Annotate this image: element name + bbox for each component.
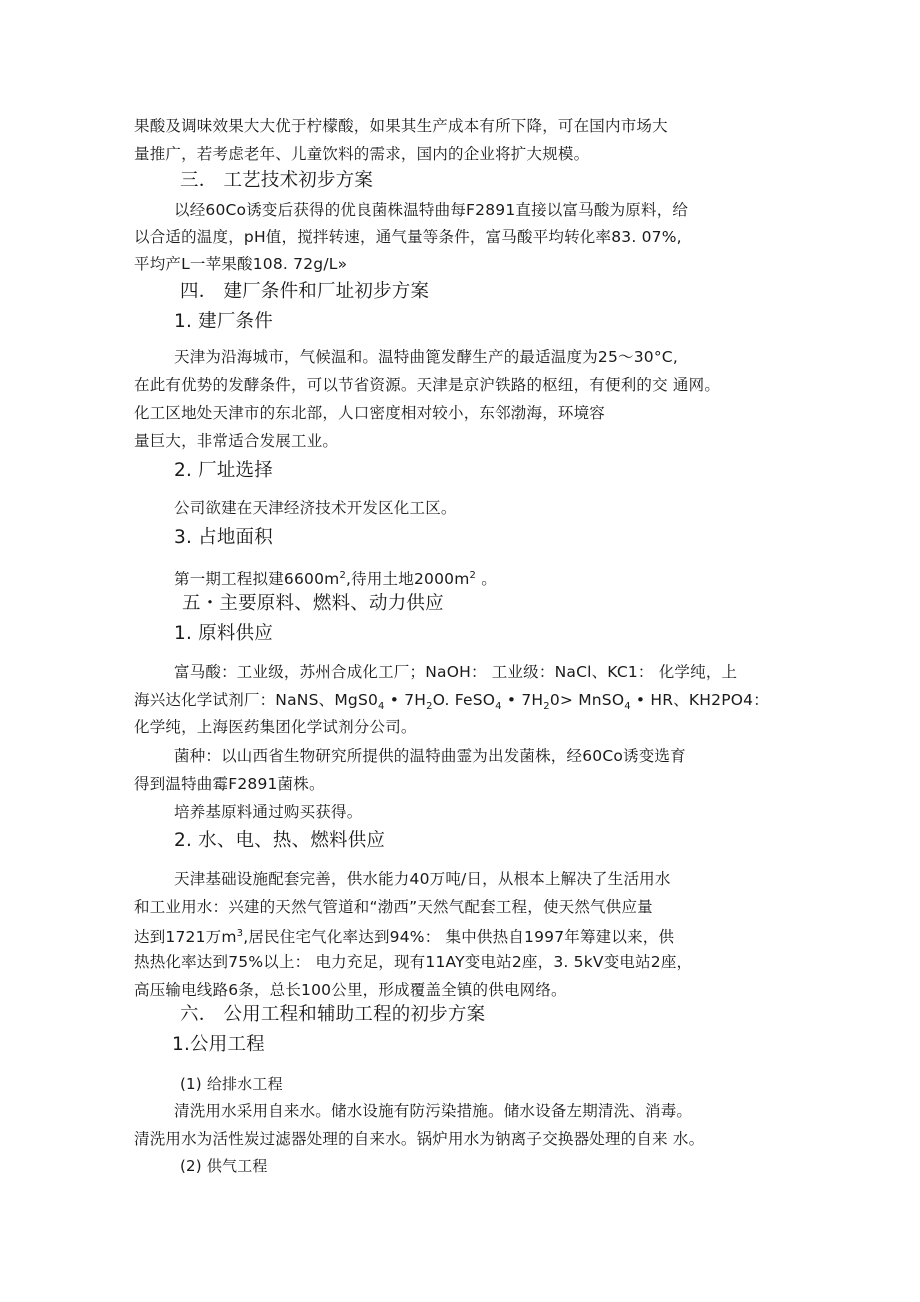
paragraph-line: 高压输电线路6条，总长100公里，形成覆盖全镇的供电网络。 [134,981,567,999]
subscript: 4 [624,701,631,713]
text-run: • HR、KH2PO4： [630,691,769,709]
text-run: • 7H [501,691,544,709]
paragraph-line: 以合适的温度，pH值，搅拌转速，通气量等条件，富马酸平均转化率83. 07%, [134,228,682,246]
paragraph-line: 在此有优势的发酵条件，可以节省资源。天津是京沪铁路的枢纽，有便利的交 通网。 [134,376,721,394]
paragraph-line: 平均产L一苹果酸108. 72g/L» [134,255,348,273]
item-heading: (2) 供气工程 [180,1157,268,1175]
text-run: • 7H [384,691,427,709]
paragraph-line: 热热化率达到75%以上： 电力充足，现有11AY变电站2座，3. 5kV变电站2座， [134,953,693,971]
paragraph-line: 富马酸：工业级，苏州合成化工厂；NaOH： 工业级：NaCl、KC1： 化学纯，上 [174,663,738,681]
superscript: 2 [339,570,347,581]
subscript: 2 [426,701,433,713]
paragraph-line [174,565,497,590]
text-run: 。 [476,570,497,589]
paragraph-line: 清洗用水采用自来水。储水设施有防污染措施。储水设备左期清洗、消毒。 [174,1102,693,1120]
subscript: 2 [543,701,550,713]
text-run: O. FeSO [432,691,496,709]
section-heading: 六． 公用工程和辅助工程的初步方案 [180,1004,486,1025]
paragraph-line: 清洗用水为活性炭过滤器处理的自来水。锅炉用水为钠离子交换器处理的自来 水。 [134,1130,705,1148]
paragraph-line: 天津为沿海城市，气候温和。温特曲篦发酵生产的最适温度为25～30°C, [174,348,678,366]
section-heading: 五・主要原料、燃料、动力供应 [182,593,444,614]
subsection-heading: 2. 水、电、热、燃料供应 [174,830,386,851]
paragraph-line: 化工区地处天津市的东北部，人口密度相对较小，东邻渤海，环境容 [134,404,606,422]
paragraph-line: 得到温特曲霉F2891菌株。 [134,775,325,793]
item-heading: (1) 给排水工程 [180,1075,283,1093]
paragraph-line: 量巨大，非常适合发展工业。 [134,432,339,450]
superscript: 3 [236,928,244,939]
subsection-heading: 3. 占地面积 [174,527,273,548]
text-run: 海兴达化学试剂厂：NaNS、MgS0 [134,691,379,709]
subsection-heading: 1.公用工程 [172,1034,265,1055]
text-run: ,居民住宅气化率达到94%： 集中供热自1997年筹建以来，供 [243,928,675,947]
text-run: ,待用土地2000m [346,570,470,589]
paragraph-line: 和工业用水：兴建的天然气管道和“渤西”天然气配套工程，使天然气供应量 [134,898,653,916]
paragraph-line: 培养基原料通过购买获得。 [174,803,363,821]
subsection-heading: 2. 厂址选择 [174,460,273,481]
text-run: 第一期工程拟建6600m [174,570,340,589]
paragraph-line: 化学纯，上海医药集团化学试剂分公司。 [134,718,417,736]
paragraph-line: 以经60Co诱变后获得的优良菌株温特曲每F2891直接以富马酸为原料，给 [174,201,689,219]
paragraph-line: 量推广，若考虑老年、儿童饮料的需求，国内的企业将扩大规模。 [134,145,590,163]
paragraph-line: 公司欲建在天津经济技术开发区化工区。 [174,499,457,517]
paragraph-line: 果酸及调味效果大大优于柠檬酸，如果其生产成本有所下降，可在国内市场大 [134,117,668,135]
subsection-heading: 1. 建厂条件 [174,311,273,332]
text-run: 0> MnSO [549,691,625,709]
paragraph-line: 菌种：以山西省生物研究所提供的温特曲霊为出发菌株，经60Co诱变选育 [174,747,686,765]
subscript: 4 [495,701,502,713]
text-run: 达到1721万m [134,928,237,947]
paragraph-line [134,923,674,948]
paragraph-line [134,689,769,718]
section-heading: 三． 工艺技术初步方案 [180,170,374,191]
subscript: 4 [378,701,385,713]
subsection-heading: 1. 原料供应 [174,623,273,644]
paragraph-line: 天津基础设施配套完善，供水能力40万吨/日，从根本上解决了生活用水 [174,870,671,888]
section-heading: 四． 建厂条件和厂址初步方案 [180,281,430,302]
superscript: 2 [469,570,477,581]
